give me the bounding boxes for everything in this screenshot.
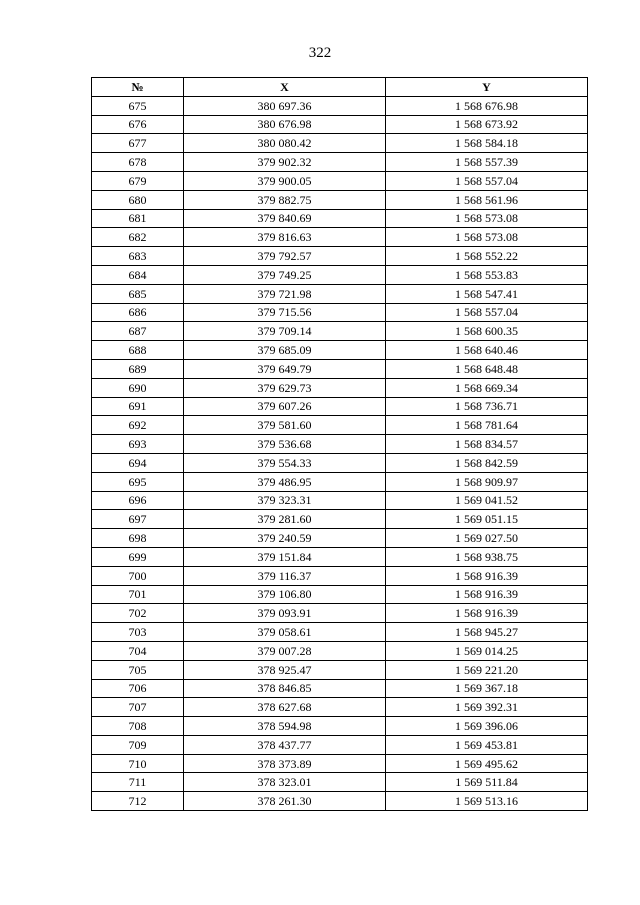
y-coordinate-cell: 1 568 648.48 — [386, 359, 588, 378]
table-row — [92, 679, 588, 698]
table-row — [92, 416, 588, 435]
y-coordinate-cell: 1 568 938.75 — [386, 547, 588, 566]
x-coordinate-cell: 380 080.42 — [184, 134, 386, 153]
point-number-cell: 704 — [92, 641, 184, 660]
point-number-cell: 691 — [92, 397, 184, 416]
x-coordinate-cell: 378 846.85 — [184, 679, 386, 698]
y-coordinate-cell: 1 569 221.20 — [386, 660, 588, 679]
coordinates-table — [91, 77, 588, 811]
x-coordinate-cell: 379 840.69 — [184, 209, 386, 228]
column-header-x: X — [184, 78, 386, 97]
point-number-cell: 688 — [92, 341, 184, 360]
point-number-cell: 684 — [92, 265, 184, 284]
table-row — [92, 529, 588, 548]
table-row — [92, 604, 588, 623]
y-coordinate-cell: 1 568 834.57 — [386, 435, 588, 454]
y-coordinate-cell: 1 568 909.97 — [386, 472, 588, 491]
y-coordinate-cell: 1 569 396.06 — [386, 717, 588, 736]
x-coordinate-cell: 378 373.89 — [184, 754, 386, 773]
table-row — [92, 735, 588, 754]
x-coordinate-cell: 379 649.79 — [184, 359, 386, 378]
table-row — [92, 341, 588, 360]
x-coordinate-cell: 379 715.56 — [184, 303, 386, 322]
table-row — [92, 247, 588, 266]
table-row — [92, 134, 588, 153]
table-row — [92, 623, 588, 642]
x-coordinate-cell: 379 629.73 — [184, 378, 386, 397]
x-coordinate-cell: 379 749.25 — [184, 265, 386, 284]
point-number-cell: 699 — [92, 547, 184, 566]
page-number: 322 — [308, 45, 332, 61]
y-coordinate-cell: 1 568 557.04 — [386, 171, 588, 190]
point-number-cell: 690 — [92, 378, 184, 397]
y-coordinate-cell: 1 568 557.04 — [386, 303, 588, 322]
table-row — [92, 641, 588, 660]
point-number-cell: 679 — [92, 171, 184, 190]
x-coordinate-cell: 378 627.68 — [184, 698, 386, 717]
x-coordinate-cell: 379 151.84 — [184, 547, 386, 566]
point-number-cell: 682 — [92, 228, 184, 247]
point-number-cell: 698 — [92, 529, 184, 548]
point-number-cell: 711 — [92, 773, 184, 792]
table-row — [92, 171, 588, 190]
table-row — [92, 792, 588, 811]
point-number-cell: 712 — [92, 792, 184, 811]
y-coordinate-cell: 1 568 736.71 — [386, 397, 588, 416]
point-number-cell: 701 — [92, 585, 184, 604]
header-row — [92, 78, 588, 97]
table-row — [92, 773, 588, 792]
point-number-cell: 710 — [92, 754, 184, 773]
point-number-cell: 681 — [92, 209, 184, 228]
point-number-cell: 680 — [92, 190, 184, 209]
y-coordinate-cell: 1 568 916.39 — [386, 604, 588, 623]
x-coordinate-cell: 380 697.36 — [184, 96, 386, 115]
table-row — [92, 547, 588, 566]
x-coordinate-cell: 379 116.37 — [184, 566, 386, 585]
y-coordinate-cell: 1 568 916.39 — [386, 585, 588, 604]
x-coordinate-cell: 379 323.31 — [184, 491, 386, 510]
x-coordinate-cell: 378 323.01 — [184, 773, 386, 792]
table-row — [92, 209, 588, 228]
y-coordinate-cell: 1 568 600.35 — [386, 322, 588, 341]
x-coordinate-cell: 379 581.60 — [184, 416, 386, 435]
point-number-cell: 687 — [92, 322, 184, 341]
y-coordinate-cell: 1 569 367.18 — [386, 679, 588, 698]
y-coordinate-cell: 1 568 842.59 — [386, 453, 588, 472]
table-row — [92, 397, 588, 416]
x-coordinate-cell: 378 594.98 — [184, 717, 386, 736]
table-row — [92, 491, 588, 510]
x-coordinate-cell: 379 058.61 — [184, 623, 386, 642]
y-coordinate-cell: 1 569 453.81 — [386, 735, 588, 754]
table-header — [92, 78, 588, 97]
x-coordinate-cell: 378 925.47 — [184, 660, 386, 679]
y-coordinate-cell: 1 568 945.27 — [386, 623, 588, 642]
point-number-cell: 683 — [92, 247, 184, 266]
point-number-cell: 677 — [92, 134, 184, 153]
x-coordinate-cell: 379 900.05 — [184, 171, 386, 190]
y-coordinate-cell: 1 569 495.62 — [386, 754, 588, 773]
table-row — [92, 96, 588, 115]
x-coordinate-cell: 379 554.33 — [184, 453, 386, 472]
table-row — [92, 190, 588, 209]
y-coordinate-cell: 1 569 392.31 — [386, 698, 588, 717]
table-row — [92, 303, 588, 322]
x-coordinate-cell: 379 536.68 — [184, 435, 386, 454]
y-coordinate-cell: 1 568 573.08 — [386, 228, 588, 247]
y-coordinate-cell: 1 568 573.08 — [386, 209, 588, 228]
column-header-number: № — [92, 78, 184, 97]
y-coordinate-cell: 1 568 584.18 — [386, 134, 588, 153]
point-number-cell: 707 — [92, 698, 184, 717]
point-number-cell: 686 — [92, 303, 184, 322]
point-number-cell: 675 — [92, 96, 184, 115]
point-number-cell: 678 — [92, 153, 184, 172]
y-coordinate-cell: 1 569 513.16 — [386, 792, 588, 811]
point-number-cell: 685 — [92, 284, 184, 303]
table-row — [92, 510, 588, 529]
x-coordinate-cell: 379 902.32 — [184, 153, 386, 172]
table-row — [92, 435, 588, 454]
point-number-cell: 708 — [92, 717, 184, 736]
y-coordinate-cell: 1 568 781.64 — [386, 416, 588, 435]
table-row — [92, 566, 588, 585]
x-coordinate-cell: 379 607.26 — [184, 397, 386, 416]
x-coordinate-cell: 379 882.75 — [184, 190, 386, 209]
point-number-cell: 709 — [92, 735, 184, 754]
x-coordinate-cell: 378 261.30 — [184, 792, 386, 811]
x-coordinate-cell: 378 437.77 — [184, 735, 386, 754]
point-number-cell: 689 — [92, 359, 184, 378]
point-number-cell: 695 — [92, 472, 184, 491]
table-row — [92, 228, 588, 247]
table-row — [92, 717, 588, 736]
table-row — [92, 115, 588, 134]
point-number-cell: 706 — [92, 679, 184, 698]
table-row — [92, 754, 588, 773]
table-row — [92, 453, 588, 472]
table-row — [92, 698, 588, 717]
table-row — [92, 660, 588, 679]
x-coordinate-cell: 379 240.59 — [184, 529, 386, 548]
y-coordinate-cell: 1 568 669.34 — [386, 378, 588, 397]
y-coordinate-cell: 1 569 041.52 — [386, 491, 588, 510]
x-coordinate-cell: 379 816.63 — [184, 228, 386, 247]
column-header-y: Y — [386, 78, 588, 97]
table-row — [92, 585, 588, 604]
y-coordinate-cell: 1 569 027.50 — [386, 529, 588, 548]
y-coordinate-cell: 1 569 014.25 — [386, 641, 588, 660]
y-coordinate-cell: 1 568 673.92 — [386, 115, 588, 134]
x-coordinate-cell: 379 281.60 — [184, 510, 386, 529]
table-row — [92, 359, 588, 378]
y-coordinate-cell: 1 568 557.39 — [386, 153, 588, 172]
point-number-cell: 693 — [92, 435, 184, 454]
table-body — [92, 96, 588, 810]
y-coordinate-cell: 1 569 511.84 — [386, 773, 588, 792]
y-coordinate-cell: 1 568 916.39 — [386, 566, 588, 585]
table-row — [92, 378, 588, 397]
x-coordinate-cell: 379 106.80 — [184, 585, 386, 604]
y-coordinate-cell: 1 569 051.15 — [386, 510, 588, 529]
x-coordinate-cell: 379 721.98 — [184, 284, 386, 303]
table-row — [92, 472, 588, 491]
point-number-cell: 694 — [92, 453, 184, 472]
x-coordinate-cell: 379 685.09 — [184, 341, 386, 360]
x-coordinate-cell: 379 792.57 — [184, 247, 386, 266]
y-coordinate-cell: 1 568 561.96 — [386, 190, 588, 209]
x-coordinate-cell: 379 007.28 — [184, 641, 386, 660]
point-number-cell: 692 — [92, 416, 184, 435]
x-coordinate-cell: 380 676.98 — [184, 115, 386, 134]
point-number-cell: 676 — [92, 115, 184, 134]
x-coordinate-cell: 379 093.91 — [184, 604, 386, 623]
table-row — [92, 284, 588, 303]
y-coordinate-cell: 1 568 676.98 — [386, 96, 588, 115]
table-row — [92, 322, 588, 341]
x-coordinate-cell: 379 486.95 — [184, 472, 386, 491]
point-number-cell: 703 — [92, 623, 184, 642]
point-number-cell: 696 — [92, 491, 184, 510]
x-coordinate-cell: 379 709.14 — [184, 322, 386, 341]
y-coordinate-cell: 1 568 553.83 — [386, 265, 588, 284]
point-number-cell: 700 — [92, 566, 184, 585]
table-row — [92, 153, 588, 172]
point-number-cell: 705 — [92, 660, 184, 679]
point-number-cell: 702 — [92, 604, 184, 623]
table-row — [92, 265, 588, 284]
y-coordinate-cell: 1 568 552.22 — [386, 247, 588, 266]
y-coordinate-cell: 1 568 547.41 — [386, 284, 588, 303]
point-number-cell: 697 — [92, 510, 184, 529]
y-coordinate-cell: 1 568 640.46 — [386, 341, 588, 360]
